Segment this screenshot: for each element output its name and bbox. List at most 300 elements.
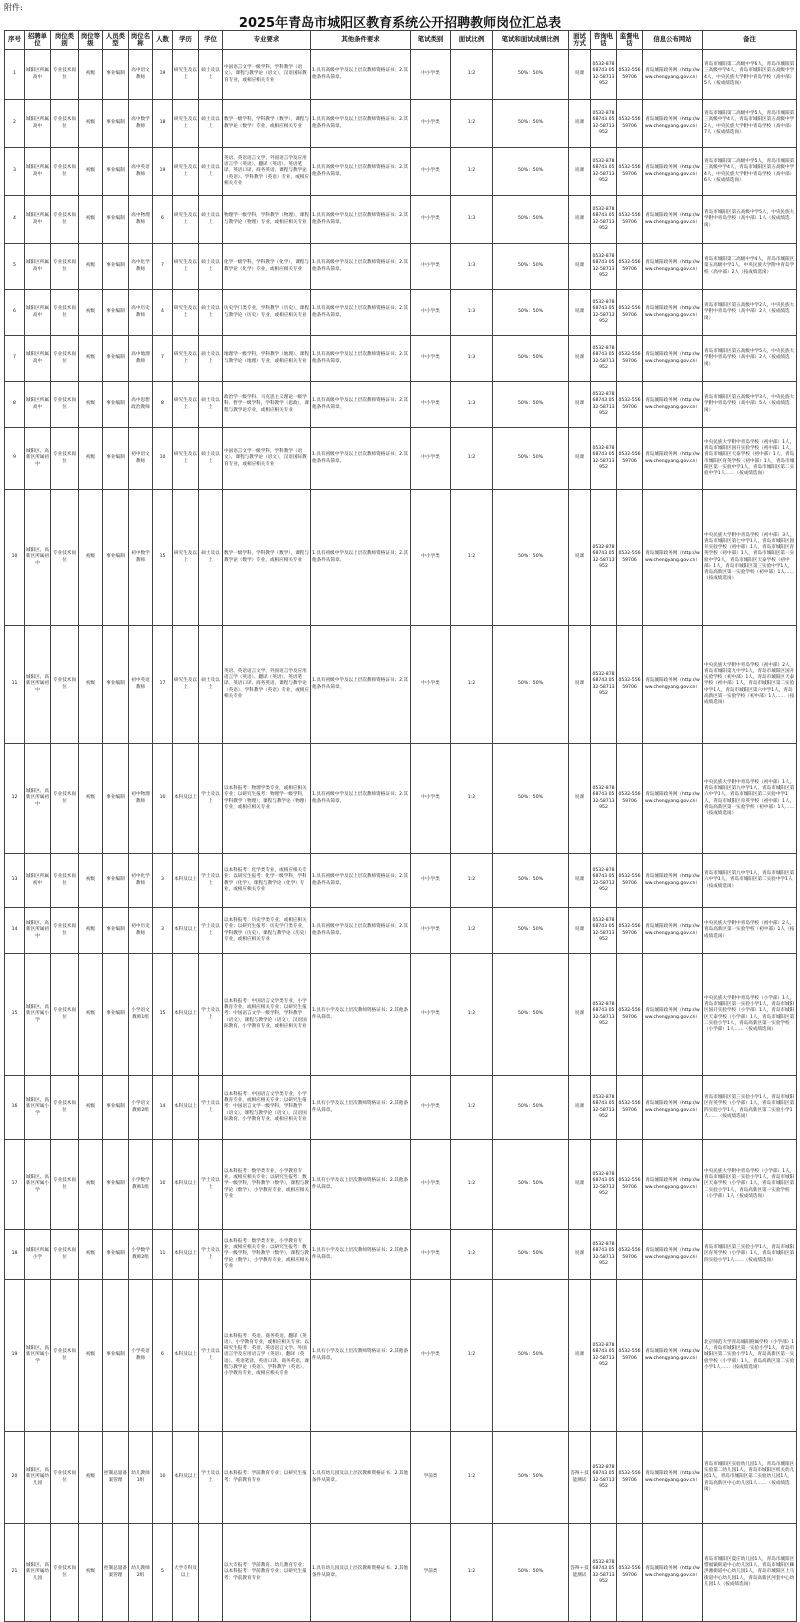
header-cell: 学位 — [199, 31, 223, 50]
cell-exam-type: 中小学类 — [411, 50, 451, 100]
cell-number: 5 — [5, 244, 25, 290]
cell-website[interactable]: 青岛城阳政务网（http://www.chengyang.gov.cn） — [643, 1076, 703, 1140]
cell-remarks: 青岛市城阳第二高级中学6人，青岛市城阳第三高级中学4人，青岛市城阳区第五高级中学4人，中央民族大学附中青岛学校（高中部）5人（按成绩选岗） — [703, 50, 797, 100]
cell-education: 研究生及以上 — [173, 336, 199, 382]
cell-score-ratio: 50%：50% — [493, 1076, 569, 1140]
cell-major-requirements: 以本科报考：学前教育专业；以研究生报考：学前教育专业 — [223, 1432, 311, 1524]
cell-number: 16 — [5, 1076, 25, 1140]
cell-supervision-phone: 0532-55659706 — [617, 954, 643, 1076]
cell-supervision-phone: 0532-55659706 — [617, 854, 643, 908]
cell-other-requirements: 1.具有高级中学及以上层次教师资格证书；2.其他条件从简章。 — [311, 148, 411, 196]
cell-education: 大学专科及以上 — [173, 1524, 199, 1622]
cell-post-name: 高中化学教师 — [129, 244, 153, 290]
cell-major-requirements: 以大专报考：学前教育、幼儿教育专业；以本科报考：学前教育专业；以研究生报考：学前教育专业 — [223, 1524, 311, 1622]
cell-post-name: 高中物理教师 — [129, 196, 153, 244]
cell-headcount: 7 — [153, 336, 173, 382]
cell-interview-ratio: 1:2 — [451, 1280, 493, 1432]
cell-exam-type: 中小学类 — [411, 382, 451, 428]
cell-interview-method: 说课 — [569, 196, 591, 244]
cell-staff-type: 事业编制 — [103, 1280, 129, 1432]
cell-education: 研究生及以上 — [173, 382, 199, 428]
table-row — [5, 428, 797, 490]
cell-degree — [199, 1524, 223, 1622]
header-cell: 序号 — [5, 31, 25, 50]
cell-exam-type: 中小学类 — [411, 244, 451, 290]
cell-education: 研究生及以上 — [173, 100, 199, 148]
cell-phone: 0532-87868743 0532-58713952 — [591, 854, 617, 908]
cell-level: 初级 — [79, 1280, 103, 1432]
cell-website[interactable]: 青岛城阳政务网（http://www.chengyang.gov.cn） — [643, 854, 703, 908]
cell-number: 4 — [5, 196, 25, 244]
cell-score-ratio: 50%：50% — [493, 428, 569, 490]
cell-interview-method: 答辩＋技能测试 — [569, 1524, 591, 1622]
cell-phone: 0532-87868743 0532-58713952 — [591, 490, 617, 626]
cell-website[interactable]: 青岛城阳政务网（http://www.chengyang.gov.cn） — [643, 50, 703, 100]
cell-category: 专业技术岗位 — [51, 1140, 79, 1230]
cell-interview-ratio: 1:3 — [451, 382, 493, 428]
cell-exam-type: 中小学类 — [411, 1230, 451, 1280]
cell-other-requirements: 1.具有高级中学及以上层次教师资格证书；2.其他条件从简章。 — [311, 50, 411, 100]
cell-exam-type: 中小学类 — [411, 490, 451, 626]
cell-major-requirements: 数学一级学科，学科教学（数学），课程与教学论（数学）专业，或相应相关专业 — [223, 490, 311, 626]
cell-degree: 硕士及以上 — [199, 626, 223, 744]
cell-unit: 城阳区、高新区所属小学 — [25, 1280, 51, 1432]
table-row — [5, 1524, 797, 1622]
table-row — [5, 336, 797, 382]
cell-staff-type: 事业编制 — [103, 1230, 129, 1280]
cell-remarks: 中央民族大学附中青岛学校（初中部）2人，青岛市城阳第九中学1人，青岛市城阳区国开实验学校（初中部）1人，青岛市城阳区天泰学校（初中部）1人，青岛市城阳区第二实验中学1人，青岛市城阳区第六中学1人，青岛高新区第一实验学校（初中部）1人……（按成绩选岗） — [703, 626, 797, 744]
cell-interview-method: 说课 — [569, 1076, 591, 1140]
cell-supervision-phone: 0532-55659706 — [617, 428, 643, 490]
header-cell: 笔试和面试成绩比例 — [493, 31, 569, 50]
cell-unit: 城阳区所属高中 — [25, 50, 51, 100]
cell-degree: 学士及以上 — [199, 1432, 223, 1524]
cell-level: 初级 — [79, 954, 103, 1076]
cell-website[interactable]: 青岛城阳政务网（http://www.chengyang.gov.cn） — [643, 626, 703, 744]
cell-number: 14 — [5, 908, 25, 954]
table-row — [5, 196, 797, 244]
cell-post-name: 高中语文教师 — [129, 50, 153, 100]
cell-unit: 城阳区、高新区所属初中 — [25, 626, 51, 744]
cell-website[interactable]: 青岛城阳政务网（http://www.chengyang.gov.cn） — [643, 196, 703, 244]
table-row — [5, 1432, 797, 1524]
cell-number: 7 — [5, 336, 25, 382]
cell-website[interactable]: 青岛城阳政务网（http://www.chengyang.gov.cn） — [643, 148, 703, 196]
cell-exam-type: 中小学类 — [411, 626, 451, 744]
cell-post-name: 高中数学教师 — [129, 100, 153, 148]
header-cell: 学历 — [173, 31, 199, 50]
cell-website[interactable]: 青岛城阳政务网（http://www.chengyang.gov.cn） — [643, 490, 703, 626]
cell-other-requirements: 1.具有幼儿园及以上层次教师资格证书；2.其他条件从简章。 — [311, 1524, 411, 1622]
cell-interview-method: 说课 — [569, 1280, 591, 1432]
cell-phone: 0532-87868743 0532-58713952 — [591, 908, 617, 954]
cell-score-ratio: 50%：50% — [493, 244, 569, 290]
cell-phone: 0532-87868743 0532-58713952 — [591, 744, 617, 854]
cell-interview-method: 说课 — [569, 336, 591, 382]
cell-exam-type: 中小学类 — [411, 336, 451, 382]
cell-remarks: 青岛市城阳区第五高级中学2人，中央民族大学附中青岛学校（高中部）2人（按成绩选岗） — [703, 290, 797, 336]
cell-website[interactable]: 青岛城阳政务网（http://www.chengyang.gov.cn） — [643, 336, 703, 382]
cell-education: 研究生及以上 — [173, 290, 199, 336]
table-row — [5, 50, 797, 100]
cell-level: 初级 — [79, 1524, 103, 1622]
cell-category: 专业技术岗位 — [51, 382, 79, 428]
cell-remarks: 青岛市城阳第二高级中学4人，青岛市城阳区第五高级中学1人，中央民族大学附中青岛学校（高中部）2人（按成绩选岗） — [703, 244, 797, 290]
cell-website[interactable]: 青岛城阳政务网（http://www.chengyang.gov.cn） — [643, 908, 703, 954]
cell-education: 本科及以上 — [173, 1076, 199, 1140]
cell-unit: 城阳区、高新区所属小学 — [25, 954, 51, 1076]
cell-category: 专业技术岗位 — [51, 626, 79, 744]
cell-website[interactable]: 青岛城阳政务网（http://www.chengyang.gov.cn） — [643, 1432, 703, 1524]
cell-category: 专业技术岗位 — [51, 148, 79, 196]
cell-staff-type: 事业编制 — [103, 1076, 129, 1140]
cell-interview-method: 说课 — [569, 100, 591, 148]
cell-headcount: 18 — [153, 100, 173, 148]
cell-interview-ratio: 1:2 — [451, 100, 493, 148]
cell-category: 专业技术岗位 — [51, 1432, 79, 1524]
cell-education: 研究生及以上 — [173, 196, 199, 244]
cell-phone: 0532-87868743 0532-58713952 — [591, 428, 617, 490]
cell-supervision-phone: 0532-55659706 — [617, 148, 643, 196]
cell-interview-ratio: 1:2 — [451, 1230, 493, 1280]
cell-headcount: 19 — [153, 50, 173, 100]
cell-interview-method: 说课 — [569, 908, 591, 954]
cell-post-name: 高中思想政治教师 — [129, 382, 153, 428]
cell-headcount: 11 — [153, 1230, 173, 1280]
cell-score-ratio: 50%：50% — [493, 382, 569, 428]
cell-website[interactable]: 青岛城阳政务网（http://www.chengyang.gov.cn） — [643, 1524, 703, 1622]
cell-score-ratio: 50%：50% — [493, 854, 569, 908]
cell-staff-type: 事业编制 — [103, 908, 129, 954]
cell-phone: 0532-87868743 0532-58713952 — [591, 1076, 617, 1140]
cell-level: 初级 — [79, 244, 103, 290]
cell-number: 12 — [5, 744, 25, 854]
attachment-label: 附件: — [4, 3, 23, 12]
cell-other-requirements: 1.具有高级中学及以上层次教师资格证书；2.其他条件从简章。 — [311, 244, 411, 290]
cell-interview-ratio: 1:2 — [451, 148, 493, 196]
cell-other-requirements: 1.具有初级中学及以上层次教师资格证书；2.其他条件从简章。 — [311, 428, 411, 490]
cell-website[interactable]: 青岛城阳政务网（http://www.chengyang.gov.cn） — [643, 100, 703, 148]
cell-other-requirements: 1.具有小学及以上层次教师资格证书；2.其他条件从简章。 — [311, 1280, 411, 1432]
cell-number: 1 — [5, 50, 25, 100]
cell-supervision-phone: 0532-55659706 — [617, 1524, 643, 1622]
cell-website[interactable]: 青岛城阳政务网（http://www.chengyang.gov.cn） — [643, 290, 703, 336]
cell-exam-type: 中小学类 — [411, 148, 451, 196]
cell-interview-method: 说课 — [569, 1230, 591, 1280]
cell-level: 初级 — [79, 100, 103, 148]
header-cell: 面试方式 — [569, 31, 591, 50]
cell-number: 21 — [5, 1524, 25, 1622]
cell-level: 初级 — [79, 626, 103, 744]
cell-other-requirements: 1.具有小学及以上层次教师资格证书；2.其他条件从简章。 — [311, 1230, 411, 1280]
table-row — [5, 1280, 797, 1432]
cell-staff-type: 事业编制 — [103, 100, 129, 148]
cell-supervision-phone: 0532-55659706 — [617, 244, 643, 290]
cell-headcount: 14 — [153, 1076, 173, 1140]
cell-post-name: 初中英语教师 — [129, 626, 153, 744]
cell-website[interactable]: 青岛城阳政务网（http://www.chengyang.gov.cn） — [643, 1230, 703, 1280]
cell-interview-method: 说课 — [569, 744, 591, 854]
cell-level: 初级 — [79, 148, 103, 196]
cell-category: 专业技术岗位 — [51, 490, 79, 626]
cell-level: 初级 — [79, 854, 103, 908]
cell-score-ratio: 50%：50% — [493, 148, 569, 196]
cell-remarks: 中央民族大学附中青岛学校（小学部）1人，青岛市城阳区第一实验小学1人，青岛市城阳区天泰学校（小学部）1人，青岛市城阳区第二实验小学1人，青岛高新区第一实验学校（小学部）1人（按成绩选岗） — [703, 1140, 797, 1230]
cell-degree: 学士及以上 — [199, 744, 223, 854]
cell-phone: 0532-87868743 0532-58713952 — [591, 382, 617, 428]
cell-remarks: 青岛市城阳区第三实验小学1人，青岛市城阳区育英学校（小学部）1人，青岛市城阳区第四实验小学1人……（按成绩选岗） — [703, 1230, 797, 1280]
cell-supervision-phone: 0532-55659706 — [617, 50, 643, 100]
cell-headcount: 10 — [153, 1140, 173, 1230]
cell-post-name: 小学数学教师1组 — [129, 1140, 153, 1230]
cell-supervision-phone: 0532-55659706 — [617, 290, 643, 336]
cell-post-name: 小学语文教师1组 — [129, 954, 153, 1076]
cell-education: 本科及以上 — [173, 908, 199, 954]
cell-education: 本科及以上 — [173, 954, 199, 1076]
cell-degree: 学士及以上 — [199, 954, 223, 1076]
cell-interview-ratio: 1:2 — [451, 1524, 493, 1622]
page-title: 2025年青岛市城阳区教育系统公开招聘教师岗位汇总表 — [238, 16, 562, 31]
table-row — [5, 744, 797, 854]
cell-score-ratio: 50%：50% — [493, 954, 569, 1076]
header-cell: 岗位类别 — [51, 31, 79, 50]
cell-category: 专业技术岗位 — [51, 290, 79, 336]
cell-number: 11 — [5, 626, 25, 744]
table-row — [5, 908, 797, 954]
cell-remarks: 青岛市城阳区夏庄幼儿园1人，青岛市城阳区惜福镇街道中心幼儿园1人，青岛市城阳区棘洪滩街道中心幼儿园1人，青岛市城阳区上马街道中心幼儿园1人，青岛高新区河套中心幼儿园1人（按成绩选岗） — [703, 1524, 797, 1622]
cell-interview-method: 说课 — [569, 244, 591, 290]
recruitment-table — [4, 30, 797, 1622]
cell-major-requirements: 以本科报考：中国语言文学类专业，小学教育专业，或相应相关专业；以研究生报考：中国语言文学一级学科，学科教学（语文），课程与教学论（语文），汉语国际教育、小学教育专业，或相应相关专业 — [223, 954, 311, 1076]
cell-phone: 0532-87868743 0532-58713952 — [591, 336, 617, 382]
cell-post-name: 小学数学教师2组 — [129, 1230, 153, 1280]
cell-interview-method: 说课 — [569, 382, 591, 428]
header-cell: 面试比例 — [451, 31, 493, 50]
cell-phone: 0532-87868743 0532-58713952 — [591, 1140, 617, 1230]
table-body — [5, 50, 797, 1622]
cell-exam-type: 学前类 — [411, 1524, 451, 1622]
cell-exam-type: 中小学类 — [411, 854, 451, 908]
cell-score-ratio: 50%：50% — [493, 1432, 569, 1524]
cell-major-requirements: 以本科报考：历史学类专业，或相应相关专业；以研究生报考：历史学门类专业，学科教学（历史），课程与教学论（历史）专业，或相应相关专业 — [223, 908, 311, 954]
table-header-row — [5, 31, 797, 50]
cell-interview-method: 说课 — [569, 954, 591, 1076]
cell-number: 2 — [5, 100, 25, 148]
cell-category: 专业技术岗位 — [51, 1280, 79, 1432]
cell-exam-type: 学前类 — [411, 1432, 451, 1524]
cell-remarks: 中央民族大学附中青岛学校（小学部）1人，青岛市城阳区第一实验小学1人，青岛市城阳区国开实验学校（小学部）1人，青岛市城阳区天泰学校（小学部）1人，青岛市城阳区第二实验小学1人，青岛高新区第一实验学校（小学部）1人……（按成绩选岗） — [703, 954, 797, 1076]
cell-major-requirements: 历史学门类专业，学科教学（历史），课程与教学论（历史）专业，或相应相关专业 — [223, 290, 311, 336]
cell-phone: 0532-87868743 0532-58713952 — [591, 290, 617, 336]
cell-website[interactable]: 青岛城阳政务网（http://www.chengyang.gov.cn） — [643, 382, 703, 428]
cell-interview-ratio: 1:2 — [451, 908, 493, 954]
cell-interview-ratio: 1:2 — [451, 744, 493, 854]
cell-staff-type: 事业编制 — [103, 290, 129, 336]
cell-degree: 学士及以上 — [199, 854, 223, 908]
cell-phone: 0532-87868743 0532-58713952 — [591, 1280, 617, 1432]
cell-degree: 硕士及以上 — [199, 490, 223, 626]
cell-interview-ratio: 1:2 — [451, 50, 493, 100]
cell-interview-ratio: 1:3 — [451, 244, 493, 290]
cell-interview-method: 说课 — [569, 148, 591, 196]
cell-exam-type: 中小学类 — [411, 744, 451, 854]
cell-score-ratio: 50%：50% — [493, 908, 569, 954]
cell-unit: 城阳区所属高中 — [25, 290, 51, 336]
cell-other-requirements: 1.具有小学及以上层次教师资格证书；2.其他条件从简章。 — [311, 954, 411, 1076]
cell-education: 本科及以上 — [173, 1280, 199, 1432]
cell-supervision-phone: 0532-55659706 — [617, 382, 643, 428]
header-cell: 笔试类别 — [411, 31, 451, 50]
cell-website[interactable]: 青岛城阳政务网（http://www.chengyang.gov.cn） — [643, 954, 703, 1076]
cell-score-ratio: 50%：50% — [493, 1280, 569, 1432]
header-cell: 专业要求 — [223, 31, 311, 50]
cell-interview-method: 说课 — [569, 50, 591, 100]
cell-major-requirements: 政治学一级学科、马克思主义理论一级学科、哲学一级学科，学科教学（思政），课程与教学论专业，或相应相关专业 — [223, 382, 311, 428]
cell-interview-method: 说课 — [569, 290, 591, 336]
table-row — [5, 1076, 797, 1140]
cell-number: 6 — [5, 290, 25, 336]
cell-level: 初级 — [79, 336, 103, 382]
cell-level: 初级 — [79, 1140, 103, 1230]
cell-major-requirements: 英语、英语语言文学、外国语言学及应用语言学（英语）、翻译（英语）、英语笔译、英语口译、商务英语、课程与教学论（英语）、学科教学（英语）专业，或相应相关专业 — [223, 626, 311, 744]
header-cell: 人数 — [153, 31, 173, 50]
cell-staff-type: 事业编制 — [103, 50, 129, 100]
cell-supervision-phone: 0532-55659706 — [617, 626, 643, 744]
cell-remarks: 北京师范大学青岛城阳附属学校（小学部）1人，青岛市城阳区第一实验小学1人，青岛市城阳区第二实验小学1人，青岛高新区第一实验学校（小学部）1人，青岛高新区第二实验小学1人……（按成绩选岗） — [703, 1280, 797, 1432]
cell-post-name: 高中地理教师 — [129, 336, 153, 382]
cell-exam-type: 中小学类 — [411, 908, 451, 954]
cell-degree: 学士及以上 — [199, 1076, 223, 1140]
table-row — [5, 290, 797, 336]
cell-unit: 城阳区、高新区所属幼儿园 — [25, 1432, 51, 1524]
cell-website[interactable]: 青岛城阳政务网（http://www.chengyang.gov.cn） — [643, 1140, 703, 1230]
cell-level: 初级 — [79, 50, 103, 100]
cell-major-requirements: 中国语言文学一级学科，学科教学（语文），课程与教学论（语文），汉语国际教育专业，或相应相关专业 — [223, 428, 311, 490]
cell-staff-type: 事业编制 — [103, 744, 129, 854]
cell-number: 20 — [5, 1432, 25, 1524]
cell-degree: 硕士及以上 — [199, 196, 223, 244]
cell-supervision-phone: 0532-55659706 — [617, 1280, 643, 1432]
cell-website[interactable]: 青岛城阳政务网（http://www.chengyang.gov.cn） — [643, 428, 703, 490]
cell-other-requirements: 1.具有高级中学及以上层次教师资格证书；2.其他条件从简章。 — [311, 196, 411, 244]
cell-post-name: 小学语文教师2组 — [129, 1076, 153, 1140]
cell-staff-type: 事业编制 — [103, 244, 129, 290]
cell-phone: 0532-87868743 0532-58713952 — [591, 148, 617, 196]
cell-interview-ratio: 1:2 — [451, 954, 493, 1076]
cell-interview-method: 说课 — [569, 854, 591, 908]
cell-major-requirements: 以本科报考：中国语言文学类专业，小学教育专业，或相应相关专业；以研究生报考：中国语言文学一级学科，学科教学（语文），课程与教学论（语文），汉语国际教育、小学教育专业，或相应相关专业 — [223, 1076, 311, 1140]
cell-score-ratio: 50%：50% — [493, 744, 569, 854]
cell-major-requirements: 以本科报考：数学类专业，小学教育专业，或相应相关专业；以研究生报考：数学一级学科，学科教学（数学），课程与教学论（数学）、小学教育专业，或相应相关专业 — [223, 1140, 311, 1230]
cell-website[interactable]: 青岛城阳政务网（http://www.chengyang.gov.cn） — [643, 244, 703, 290]
cell-interview-ratio: 1:2 — [451, 428, 493, 490]
cell-unit: 城阳区所属初中 — [25, 854, 51, 908]
cell-headcount: 7 — [153, 244, 173, 290]
header-cell: 岗位等级 — [79, 31, 103, 50]
cell-level: 初级 — [79, 1432, 103, 1524]
cell-staff-type: 控制总量备案管理 — [103, 1432, 129, 1524]
cell-interview-method: 说课 — [569, 428, 591, 490]
cell-post-name: 幼儿教师2组 — [129, 1524, 153, 1622]
cell-unit: 城阳区、高新区所属小学 — [25, 1140, 51, 1230]
cell-degree: 学士及以上 — [199, 1230, 223, 1280]
cell-website[interactable]: 青岛城阳政务网（http://www.chengyang.gov.cn） — [643, 1280, 703, 1432]
cell-unit: 城阳区所属高中 — [25, 336, 51, 382]
cell-score-ratio: 50%：50% — [493, 626, 569, 744]
cell-exam-type: 中小学类 — [411, 1140, 451, 1230]
cell-unit: 城阳区所属高中 — [25, 148, 51, 196]
table-row — [5, 148, 797, 196]
cell-unit: 城阳区、高新区所属初中 — [25, 744, 51, 854]
table-row — [5, 854, 797, 908]
cell-headcount: 15 — [153, 954, 173, 1076]
cell-phone: 0532-87868743 0532-58713952 — [591, 100, 617, 148]
cell-other-requirements: 1.具有小学及以上层次教师资格证书；2.其他条件从简章。 — [311, 1076, 411, 1140]
cell-interview-ratio: 1:3 — [451, 196, 493, 244]
cell-staff-type: 控制总量备案管理 — [103, 1524, 129, 1622]
cell-degree: 硕士及以上 — [199, 382, 223, 428]
cell-category: 专业技术岗位 — [51, 196, 79, 244]
cell-headcount: 17 — [153, 626, 173, 744]
cell-education: 研究生及以上 — [173, 490, 199, 626]
cell-score-ratio: 50%：50% — [493, 1524, 569, 1622]
cell-score-ratio: 50%：50% — [493, 490, 569, 626]
cell-degree: 硕士及以上 — [199, 50, 223, 100]
cell-headcount: 6 — [153, 196, 173, 244]
cell-post-name: 高中历史教师 — [129, 290, 153, 336]
table-row — [5, 954, 797, 1076]
cell-supervision-phone: 0532-55659706 — [617, 1076, 643, 1140]
cell-number: 15 — [5, 954, 25, 1076]
header-cell: 其他条件要求 — [311, 31, 411, 50]
cell-interview-ratio: 1:2 — [451, 1076, 493, 1140]
cell-education: 本科及以上 — [173, 744, 199, 854]
cell-level: 初级 — [79, 744, 103, 854]
cell-score-ratio: 50%：50% — [493, 290, 569, 336]
cell-remarks: 中央民族大学附中青岛学校（初中部）1人，青岛市城阳区第九中学1人，青岛市城阳区第六中学1人，青岛市城阳区第二实验中学1人，青岛市城阳区育英学校（初中部）1人，青岛高新区第一实验学校（初中部）1人……（按成绩选岗） — [703, 744, 797, 854]
cell-other-requirements: 1.具有初级中学及以上层次教师资格证书；2.其他条件从简章。 — [311, 626, 411, 744]
cell-category: 专业技术岗位 — [51, 854, 79, 908]
cell-education: 研究生及以上 — [173, 50, 199, 100]
cell-remarks: 青岛市城阳区第三实验小学1人，青岛市城阳区育英学校（小学部）1人，青岛市城阳区第四实验小学1人，青岛高新区第二实验小学1人……（按成绩选岗） — [703, 1076, 797, 1140]
cell-major-requirements: 中国语言文学一级学科，学科教学（语文），课程与教学论（语文），汉语国际教育专业，或相应相关专业 — [223, 50, 311, 100]
cell-major-requirements: 英语、英语语言文学、外国语言学及应用语言学（英语）、翻译（英语）、英语笔译、英语口译、商务英语、课程与教学论（英语）、学科教学（英语）专业，或相应相关专业 — [223, 148, 311, 196]
cell-exam-type: 中小学类 — [411, 100, 451, 148]
cell-supervision-phone: 0532-55659706 — [617, 1230, 643, 1280]
cell-number: 8 — [5, 382, 25, 428]
cell-score-ratio: 50%：50% — [493, 1140, 569, 1230]
cell-website[interactable]: 青岛城阳政务网（http://www.chengyang.gov.cn） — [643, 744, 703, 854]
cell-remarks: 中央民族大学附中青岛学校（初中部）3人，青岛市城阳区第七中学1人，青岛市城阳区国开实验学校（初中部）1人，青岛市城阳区育英学校（初中部）1人，青岛市城阳区第一实验中学2人，青岛市城阳区天泰学校（初中部）1人，青岛市城阳区第三实验中学1人，青岛高新区第一实验学校（初中部）1人……（按成绩选岗） — [703, 490, 797, 626]
cell-other-requirements: 1.具有高级中学及以上层次教师资格证书；2.其他条件从简章。 — [311, 336, 411, 382]
header-cell: 招聘单位 — [25, 31, 51, 50]
header-cell: 监督电话 — [617, 31, 643, 50]
cell-post-name: 初中化学教师 — [129, 854, 153, 908]
cell-score-ratio: 50%：50% — [493, 196, 569, 244]
cell-post-name: 初中数学教师 — [129, 490, 153, 626]
cell-supervision-phone: 0532-55659706 — [617, 1140, 643, 1230]
cell-remarks: 中央民族大学附中青岛学校（初中部）2人，青岛高新区第一实验学校（初中部）1人（按成绩选岗） — [703, 908, 797, 954]
cell-score-ratio: 50%：50% — [493, 50, 569, 100]
cell-supervision-phone: 0532-55659706 — [617, 490, 643, 626]
cell-score-ratio: 50%：50% — [493, 1230, 569, 1280]
cell-exam-type: 中小学类 — [411, 290, 451, 336]
cell-degree: 硕士及以上 — [199, 148, 223, 196]
cell-degree: 硕士及以上 — [199, 336, 223, 382]
cell-major-requirements: 以本科报考：物理学类专业，或相应相关专业；以研究生报考：物理学一级学科，学科教学（物理），课程与教学论（物理）专业，或相应相关专业 — [223, 744, 311, 854]
cell-exam-type: 中小学类 — [411, 1076, 451, 1140]
cell-exam-type: 中小学类 — [411, 954, 451, 1076]
